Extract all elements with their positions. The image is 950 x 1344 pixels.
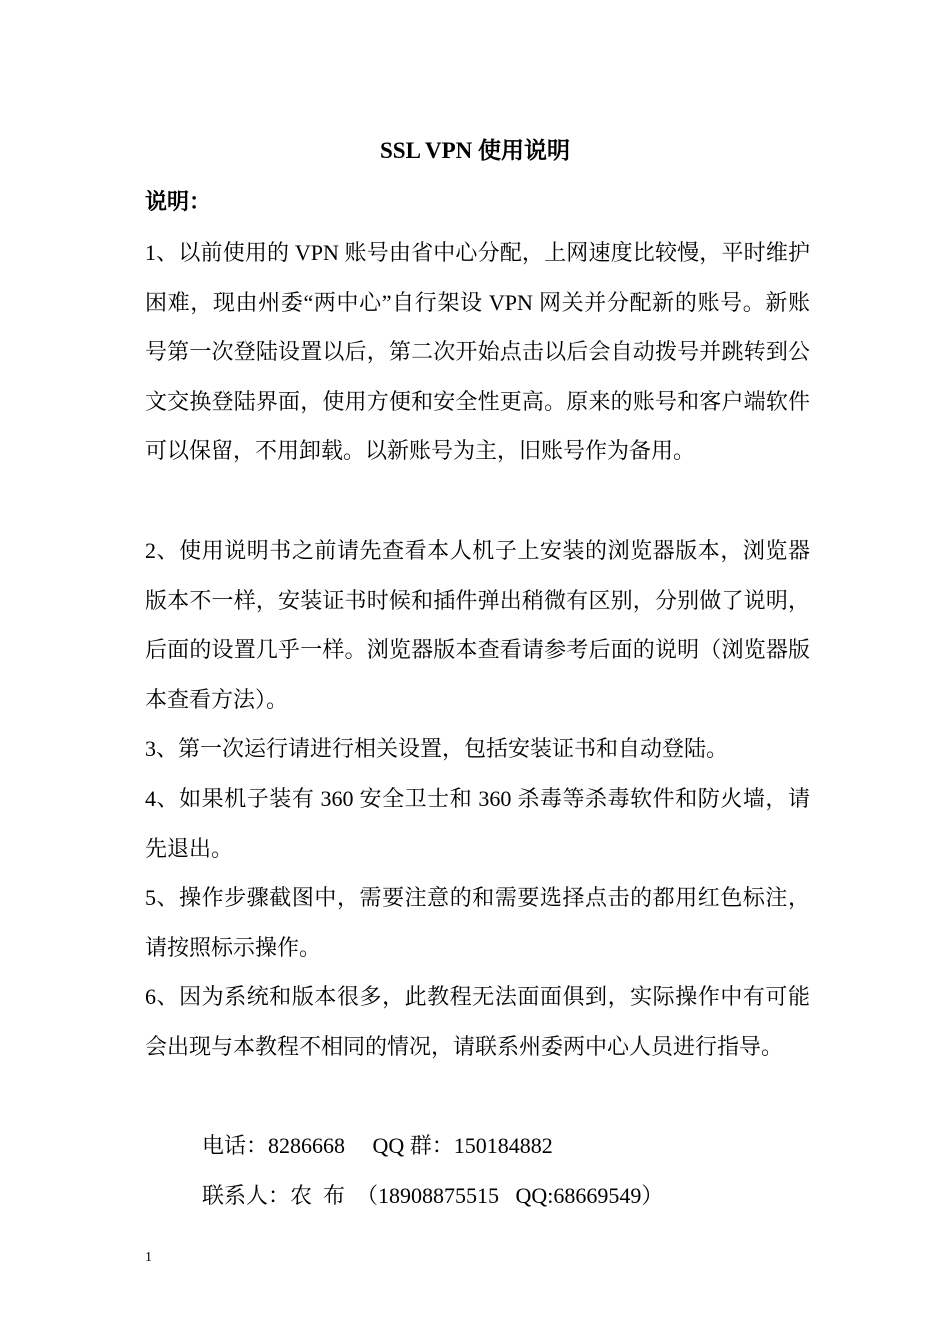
paragraph-1: 1、以前使用的 VPN 账号由省中心分配，上网速度比较慢，平时维护困难，现由州委“两中心”自行架设 VPN 网关并分配新的账号。新账号第一次登陆设置以后，第二次开始点击以后会自动拨号并跳转到公文交换登陆界面，使用方便和安全性更高。原来的账号和客户端软件可以保留，不用卸载。以新账号为主，旧账号作为备用。 bbox=[145, 240, 810, 463]
paragraph-2: 2、使用说明书之前请先查看本人机子上安装的浏览器版本，浏览器版本不一样，安装证书时候和插件弹出稍微有区别，分别做了说明，后面的设置几乎一样。浏览器版本查看请参考后面的说明（浏览器版本查看方法）。 bbox=[145, 538, 810, 712]
paragraph-3: 3、第一次运行请进行相关设置，包括安装证书和自动登陆。 bbox=[145, 736, 729, 761]
paragraph-4: 4、如果机子装有 360 安全卫士和 360 杀毒等杀毒软件和防火墙，请先退出。 bbox=[145, 786, 810, 861]
contact-person-line: 联系人：农 布 （18908875515 QQ:68669549） bbox=[202, 1183, 664, 1208]
page-number: 1 bbox=[145, 1250, 152, 1265]
document-title: SSL VPN 使用说明 bbox=[379, 138, 570, 163]
section-heading: 说明： bbox=[145, 189, 212, 214]
contact-phone-line: 电话：8286668 QQ 群：150184882 bbox=[202, 1133, 553, 1158]
paragraph-6: 6、因为系统和版本很多，此教程无法面面俱到，实际操作中有可能会出现与本教程不相同的情况，请联系州委两中心人员进行指导。 bbox=[145, 984, 810, 1059]
paragraph-5: 5、操作步骤截图中，需要注意的和需要选择点击的都用红色标注，请按照标示操作。 bbox=[145, 885, 810, 960]
